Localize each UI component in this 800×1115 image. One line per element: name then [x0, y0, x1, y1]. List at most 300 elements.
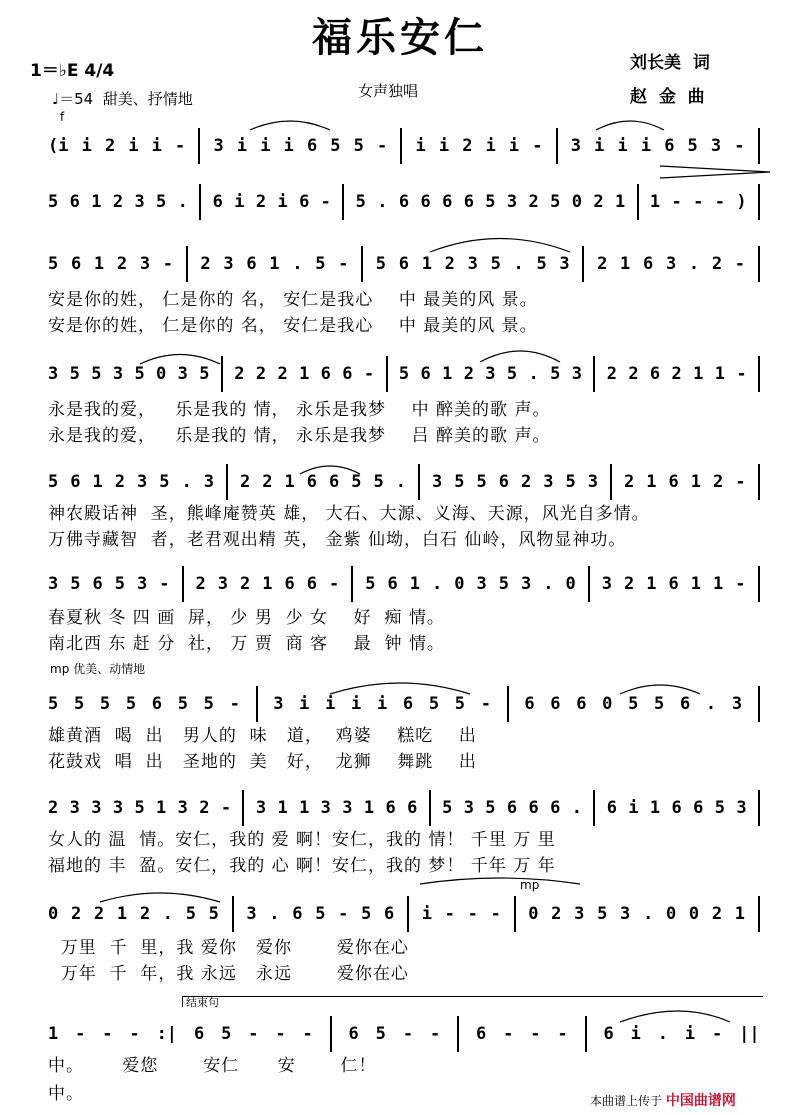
note-token: i [376, 694, 388, 714]
note-token: 5 [365, 574, 376, 594]
slur [100, 893, 220, 902]
note-token: . [177, 192, 188, 212]
note-token: i [325, 694, 336, 714]
lyric-line: 中。 [48, 1084, 84, 1104]
note-token: 2 [597, 254, 608, 274]
note-token: 3 [134, 192, 145, 212]
note-token: 6 [642, 254, 654, 274]
note-token: 2 [624, 574, 635, 594]
note-token: 5 [351, 472, 362, 492]
note-token: 6 [299, 192, 310, 212]
lyric-line: 永是我的爱， 乐是我的 情， 永乐是我梦 中 醉美的歌 声。 [48, 400, 551, 420]
note-token: 3 [601, 574, 612, 594]
note-token: 2 [240, 472, 251, 492]
lyric-line: 中。 爱您 安仁 安 仁！ [48, 1056, 377, 1076]
note-token: 3 [432, 472, 443, 492]
lyric-line: 安是你的姓， 仁是你的 名， 安仁是我心 中 最美的风 景。 [48, 290, 538, 310]
note-token: 6 [463, 192, 474, 212]
note-token: 5 [565, 472, 576, 492]
note-token: 3 [217, 574, 228, 594]
note-token: 2 [112, 192, 124, 212]
note-token: 6 [246, 254, 257, 274]
lyric-line: 雄黄酒 喝 出 男人的 味 道， 鸡婆 糕吃 出 [48, 726, 477, 746]
note-token: 6 [506, 798, 518, 818]
slur [140, 355, 220, 365]
note-token: 5 [48, 254, 59, 274]
slur [420, 878, 580, 884]
lyric-line: 万里 千 里，我 爱你 爱你 爱你在心 [48, 938, 409, 958]
note-token: (i [48, 136, 69, 156]
note-token: 5 [454, 694, 465, 714]
note-token: i [234, 192, 245, 212]
note-token: 6 [342, 364, 353, 384]
note-token: 5 [48, 694, 59, 714]
note-token: 5 [373, 472, 384, 492]
note-token: 5 [156, 192, 167, 212]
note-token: . [292, 254, 303, 274]
note-token: 3 [91, 798, 102, 818]
note-token: 1 [693, 364, 704, 384]
note-token: 1 [713, 574, 724, 594]
note-token: 5 [199, 364, 210, 384]
note-token: 1 [92, 472, 103, 492]
note-token: 2 [255, 364, 267, 384]
note-token: 5 [361, 904, 372, 924]
note-token: 3 [137, 472, 148, 492]
note-token: 2 [711, 254, 723, 274]
slur [620, 1011, 730, 1022]
note-token: 5 [485, 798, 496, 818]
note-token: i [684, 1024, 696, 1044]
note-token: 2 [711, 904, 723, 924]
note-token: 2 [671, 364, 682, 384]
note-token: 1 [734, 904, 746, 924]
tempo-marking: ♩＝54 甜美、抒情地 [52, 90, 193, 108]
note-token: 2 [48, 798, 59, 818]
note-token: 0 [48, 904, 59, 924]
note-token: 5 [398, 364, 410, 384]
site-logo: 中国曲谱网 [665, 1093, 736, 1109]
note-token: 1 [421, 254, 432, 274]
note-token: 2 [463, 364, 474, 384]
note-token: - [735, 574, 746, 594]
note-token: 5 [476, 472, 487, 492]
note-token: 5 [315, 254, 326, 274]
note-token: 6 [92, 574, 103, 594]
note-token: - [302, 1024, 313, 1044]
lyric-line: 永是我的爱， 乐是我的 情， 永乐是我梦 吕 醉美的歌 声。 [48, 426, 551, 446]
note-token: 0 [454, 574, 465, 594]
note-token: 3 [571, 364, 582, 384]
note-token: i [81, 136, 92, 156]
note-token: 6 [420, 192, 431, 212]
note-token: 6 [475, 1024, 487, 1044]
note-token: . [528, 364, 539, 384]
note-token: 3 [273, 694, 284, 714]
note-token: 1 [614, 192, 626, 212]
note-token: 5 [134, 798, 145, 818]
note-token: . [377, 192, 388, 212]
note-token: 3 [587, 472, 598, 492]
note-token: 0 [665, 904, 677, 924]
note-token: 1 [690, 574, 701, 594]
note-token: 6 [693, 798, 704, 818]
note-token: 5 [99, 694, 111, 714]
lyric-line: 万佛寺藏智 者，老君观出精 英， 金紫 仙坳，白石 仙岭，风物显神功。 [48, 530, 627, 550]
note-token: 6 [603, 1024, 614, 1044]
note-token: i [630, 1024, 641, 1044]
note-token: - [159, 574, 170, 594]
note-token: - [734, 254, 746, 274]
note-token: i [260, 136, 271, 156]
note-token: 6 [606, 798, 617, 818]
note-token: - [734, 136, 745, 156]
slur [620, 685, 700, 694]
note-token: 5 [114, 574, 125, 594]
note-token: - [363, 364, 375, 384]
note-token: 5 [597, 904, 608, 924]
note-token: . [162, 904, 174, 924]
note-token: 6 [329, 472, 340, 492]
note-token: i [277, 192, 288, 212]
note-token: 6 [420, 364, 431, 384]
note-token: 6 [550, 798, 561, 818]
key-signature: 1＝♭E 4/4 [30, 61, 115, 81]
note-token: 3 [736, 798, 747, 818]
note-token: 3 [731, 694, 743, 714]
note-token: 1 [269, 254, 280, 274]
note-token: 0 [571, 192, 582, 212]
note-token: 5 [315, 904, 326, 924]
note-token: 5 [48, 192, 59, 212]
note-token: 2 [713, 472, 724, 492]
note-token: 2 [195, 574, 206, 594]
note-token: - [503, 1024, 514, 1044]
song-title: 福乐安仁 [312, 14, 488, 61]
note-token: 2 [551, 904, 562, 924]
note-token: - [490, 904, 501, 924]
note-token: 1 [714, 364, 725, 384]
lyricist-credit: 刘长美 词 [630, 53, 710, 73]
note-token: 2 [628, 364, 639, 384]
dynamic-forte: f [60, 110, 65, 124]
note-token: 1 [93, 254, 105, 274]
note-token: 5 [48, 472, 59, 492]
note-token: i [640, 136, 652, 156]
note-token: 5 [125, 694, 137, 714]
lyric-line: 神农殿话神 圣，熊峰庵赞英 雄， 大石、大源、义海、天源，风光自多情。 [48, 504, 650, 524]
note-token: 3 [203, 472, 214, 492]
slur [480, 351, 560, 362]
note-token: 6 [70, 254, 82, 274]
note-token: 5 [375, 254, 387, 274]
note-token: i [283, 136, 294, 156]
note-token: 1 [262, 574, 273, 594]
note-token: . [642, 904, 654, 924]
note-token: 3 [139, 254, 151, 274]
note-token: - [735, 472, 746, 492]
note-token: 2 [262, 472, 273, 492]
note-token: 2 [93, 904, 105, 924]
note-token: - [220, 798, 232, 818]
note-token: i [236, 136, 248, 156]
note-token: - [248, 1024, 259, 1044]
note-token: - [532, 136, 543, 156]
note-token: 6 [70, 472, 81, 492]
note-token: 3 [463, 798, 474, 818]
note-token: - [275, 1024, 286, 1044]
slur [330, 683, 470, 694]
note-token: 3 [574, 904, 585, 924]
note-token: - [75, 1024, 86, 1044]
note-token: 3 [177, 798, 188, 818]
dynamic-mp-expressive: mp 优美、动情地 [50, 662, 146, 676]
note-token: 1 [649, 192, 661, 212]
note-token: 1 [646, 574, 657, 594]
note-token: 3 [521, 574, 532, 594]
composer-credit: 赵 金 曲 [630, 87, 705, 107]
note-token: - [377, 136, 388, 156]
note-token: i [485, 136, 496, 156]
note-token: 1 [277, 798, 288, 818]
note-token: 6 [348, 1024, 359, 1044]
note-token: - [162, 254, 174, 274]
note-token: 3 [710, 136, 722, 156]
dynamic-mp: mp [520, 878, 540, 892]
note-token: 5 [375, 1024, 386, 1044]
note-token: 3 [255, 798, 267, 818]
note-token: . [705, 694, 717, 714]
note-token: - [402, 1024, 414, 1044]
note-token: 6 [151, 694, 162, 714]
note-token: 6 [384, 904, 395, 924]
note-token: - [338, 254, 349, 274]
note-token: 1 [91, 192, 102, 212]
note-token: 2 [624, 472, 635, 492]
note-token: 2 [521, 472, 532, 492]
note-token: 1 [116, 904, 128, 924]
note-token: 5 [498, 574, 509, 594]
note-token: 3 [246, 904, 257, 924]
note-token: 5 [185, 904, 196, 924]
note-token: 5 [490, 254, 501, 274]
note-token: - [175, 136, 186, 156]
note-token: 6 [284, 574, 295, 594]
note-token: 6 [671, 798, 682, 818]
note-token: i [351, 694, 362, 714]
note-token: || [739, 1024, 760, 1044]
note-token: 5 [159, 472, 170, 492]
note-token: - [480, 694, 491, 714]
note-token: 2 [528, 192, 539, 212]
note-token: 3 [570, 136, 581, 156]
note-token: 6 [664, 136, 675, 156]
note-token: 2 [444, 254, 455, 274]
note-token: 1 [690, 472, 701, 492]
note-token: 1 [156, 798, 167, 818]
note-token: 5 [714, 798, 725, 818]
note-token: 3 [665, 254, 677, 274]
note-token: 2 [104, 136, 116, 156]
note-token: 5 [91, 364, 102, 384]
note-token: 3 [213, 136, 224, 156]
note-token: i [594, 136, 605, 156]
note-token: 6 [402, 694, 414, 714]
ending-label: 结束句 [186, 996, 219, 1009]
note-token: 2 [116, 254, 128, 274]
note-token: 3 [177, 364, 188, 384]
note-token: 6 [306, 136, 318, 156]
note-token: ) [736, 192, 747, 212]
note-token: - [338, 904, 349, 924]
note-token: . [181, 472, 192, 492]
note-token: 3 [559, 254, 570, 274]
note-token: 2 [255, 192, 267, 212]
note-token: 2 [199, 798, 210, 818]
note-token: 3 [485, 364, 496, 384]
note-token: i [151, 136, 162, 156]
note-token: 1 [299, 364, 310, 384]
slur [250, 121, 330, 130]
note-token: 2 [139, 904, 151, 924]
note-token: - [693, 192, 704, 212]
note-token: :| [156, 1024, 178, 1044]
slur [430, 239, 570, 253]
note-token: 1 [299, 798, 310, 818]
lyric-line: 万年 千 年，我 永远 永远 爱你在心 [48, 964, 409, 984]
note-token: 3 [48, 574, 59, 594]
note-token: 2 [114, 472, 125, 492]
note-token: 2 [462, 136, 473, 156]
note-token: 5 [654, 694, 665, 714]
note-token: 5 [355, 192, 366, 212]
voice-type: 女声独唱 [358, 82, 419, 100]
note-token: - [229, 694, 240, 714]
note-token: i [421, 904, 432, 924]
note-token: 1 [48, 1024, 59, 1044]
note-token: . [543, 574, 554, 594]
note-token: . [513, 254, 524, 274]
note-token: . [571, 798, 582, 818]
note-token: 6 [407, 798, 418, 818]
note-token: 6 [69, 192, 80, 212]
note-token: 2 [234, 364, 245, 384]
note-token: 0 [688, 904, 700, 924]
note-token: i [299, 694, 310, 714]
note-token: 6 [387, 574, 398, 594]
note-token: 5 [221, 1024, 232, 1044]
note-token: 6 [498, 472, 509, 492]
note-token: 6 [668, 472, 679, 492]
note-token: 5 [73, 694, 85, 714]
note-token: 1 [649, 798, 661, 818]
note-token: . [269, 904, 280, 924]
note-token: - [429, 1024, 441, 1044]
note-token: - [320, 192, 331, 212]
note-token: 0 [156, 364, 167, 384]
upload-note-text: 本曲谱上传于 [590, 1094, 663, 1108]
note-token: 5 [353, 136, 364, 156]
note-token: 6 [398, 192, 410, 212]
note-token: 3 [506, 192, 518, 212]
note-token: 5 [203, 694, 214, 714]
note-token: 6 [524, 694, 535, 714]
note-token: 6 [679, 694, 691, 714]
note-token: i [628, 798, 639, 818]
note-token: 3 [112, 798, 124, 818]
lyric-line: 南北西 东 赶 分 社， 万 贾 商 客 最 钟 情。 [48, 634, 445, 654]
note-token: 0 [528, 904, 539, 924]
note-token: 3 [48, 364, 59, 384]
note-token: 5 [134, 364, 145, 384]
note-token: 6 [668, 574, 679, 594]
note-token: 5 [208, 904, 219, 924]
note-token: 5 [70, 574, 81, 594]
note-token: . [657, 1024, 668, 1044]
note-token: 6 [550, 694, 561, 714]
note-token: - [467, 904, 478, 924]
note-token: 2 [593, 192, 604, 212]
note-token: 3 [543, 472, 554, 492]
note-token: 6 [292, 904, 303, 924]
note-token: - [102, 1024, 113, 1044]
note-token: 5 [485, 192, 496, 212]
note-token: 3 [137, 574, 148, 594]
note-token: - [444, 904, 455, 924]
note-token: 5 [628, 694, 639, 714]
note-token: 1 [442, 364, 453, 384]
note-token: i [415, 136, 426, 156]
note-token: 5 [550, 364, 561, 384]
note-token: 0 [602, 694, 613, 714]
note-token: i [508, 136, 520, 156]
lyric-line: 春夏秋 冬 四 画 屏， 少 男 少 女 好 痴 情。 [48, 608, 445, 628]
lyric-line: 安是你的姓， 仁是你的 名， 安仁是我心 中 最美的风 景。 [48, 316, 538, 336]
note-token: 5 [687, 136, 698, 156]
note-token: i [438, 136, 450, 156]
note-token: . [395, 472, 406, 492]
note-token: 3 [476, 574, 487, 594]
slur [596, 121, 664, 130]
note-token: - [671, 192, 682, 212]
note-token: i [128, 136, 139, 156]
note-token: 6 [398, 254, 409, 274]
note-token: - [736, 364, 747, 384]
note-token: 6 [442, 192, 453, 212]
note-token: 6 [306, 472, 317, 492]
note-token: 5 [69, 364, 80, 384]
note-token: 5 [536, 254, 547, 274]
note-token: 1 [409, 574, 420, 594]
note-token: 5 [330, 136, 341, 156]
note-token: 6 [212, 192, 223, 212]
lyric-line: 花鼓戏 唱 出 圣地的 美 好， 龙狮 舞跳 出 [48, 752, 477, 772]
lyric-line: 女人的 温 情。安仁，我的 爱 啊！安仁，我的 情！ 千里 万 里 [48, 830, 556, 850]
note-token: i [617, 136, 628, 156]
note-token: 3 [320, 798, 331, 818]
note-token: 1 [620, 254, 631, 274]
note-token: 2 [240, 574, 251, 594]
note-token: 2 [277, 364, 288, 384]
note-token: 5 [177, 694, 188, 714]
note-token: 6 [193, 1024, 205, 1044]
note-token: 6 [576, 694, 587, 714]
lyric-line: 福地的 丰 盈。安仁，我的 心 啊！安仁，我的 梦！ 千年 万 年 [48, 856, 556, 876]
note-token: 2 [200, 254, 211, 274]
note-token: - [530, 1024, 541, 1044]
slur [300, 466, 360, 474]
note-token: . [432, 574, 443, 594]
